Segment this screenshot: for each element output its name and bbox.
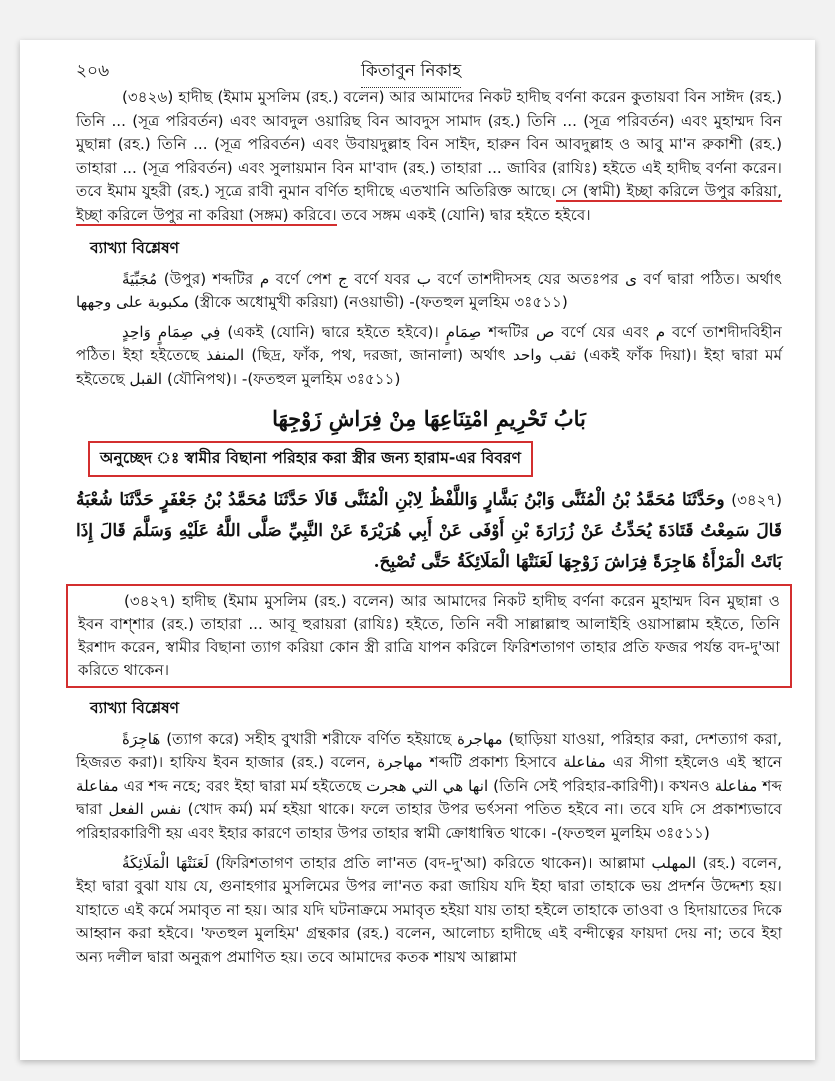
page-content bbox=[76, 56, 782, 969]
text-run: (ফিরিশতাগণ তাহার প্রতি লা'নত (বদ-দু'আ) করিতে থাকেন)। আল্লামা bbox=[208, 853, 652, 872]
arabic-word: صِمَامٍ bbox=[445, 322, 482, 341]
explanation-paragraph-4 bbox=[76, 852, 782, 970]
arabic-word: المهلب bbox=[651, 853, 697, 872]
hadith-3426-paragraph bbox=[76, 86, 782, 228]
hadith-text-tail: তবে সঙ্গম একই (যোনি) দ্বার হইতে হইবে। bbox=[336, 205, 591, 224]
text-run: (খোদ কর্ম) মর্ম হইয়া থাকে। ফলে তাহার উপর ভর্ৎসনা পতিত হইবে না। তবে যদি সে প্রকাশ্যভাবে পরিহারকারিণী হয় এবং ইহার কারণে তাহার উপর তাহার স্বামী ক্রোধান্বিত থাকে। -(ফতহুল মুলহিম ৩ঃ৫১১) bbox=[76, 800, 782, 842]
arabic-word: ثقب واحد bbox=[513, 346, 577, 365]
explanation-paragraph-2 bbox=[76, 321, 782, 392]
arabic-hadith-number: (৩৪২৭) bbox=[731, 490, 782, 509]
hadith-number: (৩৪২৭) bbox=[124, 591, 176, 610]
arabic-word: مهاجرة bbox=[377, 753, 423, 772]
explanation-heading-1: ব্যাখ্যা বিশ্লেষণ bbox=[90, 238, 179, 257]
explanation-heading-2: ব্যাখ্যা বিশ্লেষণ bbox=[90, 698, 179, 717]
text-run: (ছাড়িয়া যাওয়া, পরিহার করা, দেশত্যাগ করা, হিজরত করা)। হাফিয ইবন হাজার (রহ.) বলেন, bbox=[76, 729, 782, 772]
text-run: (একই ফাঁক দিয়া)। ইহা দ্বারা মর্ম হইতেছে bbox=[76, 346, 783, 388]
text-run: (স্ত্রীকে অধোমুখী করিয়া) (নওয়াভী) -(ফতহুল মুলহিম ৩ঃ৫১১) bbox=[189, 293, 568, 312]
text-run: শব্দটির ص বর্ণে যের এবং م বর্ণে তাশদীদবিহীন পঠিত। ইহা হইতেছে bbox=[76, 322, 782, 365]
hadith-text: হাদীছ (ইমাম মুসলিম (রহ.) বলেন) আর আমাদের নিকট হাদীছ বর্ণনা করেন মুহাম্মদ বিন মুছান্না ও ইবন বাশ্শার (রহ.) তাহারা ... আবূ হুরায়রা (রাযিঃ) হইতে, তিনি নবী সাল্লাল্লাহু আলাইহি ওয়াসাল্লাম হইতে, তিনি ইরশাদ করেন, স্বামীর বিছানা ত্যাগ করিয়া কোন স্ত্রী রাত্রি যাপন করিলে ফিরিশতাগণ তাহার প্রতি ফজর পর্যন্ত বদ-দু'আ করিতে থাকেন। bbox=[78, 591, 780, 679]
text-run: (ছিদ্র, ফাঁক, পথ, দরজা, জানালা) অর্থাৎ bbox=[244, 346, 514, 365]
arabic-word: فِي صِمَامٍ وَاحِدٍ bbox=[122, 322, 221, 341]
explanation-paragraph-1 bbox=[76, 268, 782, 315]
page-header bbox=[76, 56, 782, 86]
text-run: (উপুর) শব্দটির م বর্ণে পেশ ج বর্ণে যবর ب বর্ণে তাশদীদসহ যের অতঃপর ی বর্ণ দ্বারা পঠিত। অর্থাৎ bbox=[157, 269, 783, 288]
arabic-word: مهاجرة bbox=[457, 729, 503, 748]
arabic-word: هَاجِرَةً bbox=[122, 729, 161, 748]
page-number: ২০৬ bbox=[76, 61, 110, 81]
running-title: কিতাবুন নিকাহ bbox=[361, 58, 461, 88]
book-page bbox=[20, 40, 815, 1060]
text-run: (রহ.) বলেন, ইহা দ্বারা বুঝা যায় যে, গুনাহগার মুসলিমের উপর লা'নত করা জায়িয যদি ইহা দ্বারা তাহাকে ভয় প্রদর্শন উদ্দেশ্য হয়। যাহাতে এই কর্মে সমাবৃত না হয়। আর যদি ঘটনাক্রমে সমাবৃত হইয়া যায় তাহা হইলে তাহাকে তাওবা ও হিদায়াতের দিকে আহ্বান করা হইবে। 'ফতহুল মুলহিম' গ্রন্থকার (রহ.) বলেন, আলোচ্য হাদীছে এই বন্দীত্বের ফায়দা দেয় না; তবে ইহা অন্য দলীল দ্বারা অনুরূপ প্রমাণিত হয়। তবে আমাদের কতক শায়খ আল্লামা bbox=[76, 853, 782, 966]
text-run: (ত্যাগ করে) সহীহ বুখারী শরীফে বর্ণিত হইয়াছে bbox=[160, 729, 458, 748]
hadith-text: হাদীছ (ইমাম মুসলিম (রহ.) বলেন) আর আমাদের নিকট হাদীছ বর্ণনা করেন কুতায়বা বিন সাঈদ (রহ.) তিনি ... (সূত্র পরিবর্তন) এবং আবদুল ওয়ারিছ বিন আবদুস সামাদ (রহ.) তিনি ... (সূত্র পরিবর্তন) এবং মুহাম্মদ বিন মুছান্না (রহ.) তিনি ... (সূত্র পরিবর্তন) এবং উবায়দুল্লাহ বিন সাইদ, হারুন বিন আবদুল্লাহ ও আবু মা'ন রুকাশী (রহ.) তাহারা ... (সূত্র পরিবর্তন) এবং সুলায়মান বিন মা'বাদ (রহ.) তাহারা ... জাবির (রাযিঃ) হইতে এই হাদীছ বর্ণনা করেন। তবে ইমাম যুহরী (রহ.) সূত্রে রাবী নুমান বর্ণিত হাদীছে এতখানি অতিরিক্ত আছে। bbox=[76, 88, 782, 201]
text-run: এর সীগা হইলেও এই স্থানে bbox=[605, 753, 782, 772]
bab-heading-arabic: بَابُ تَحْرِيمِ امْتِنَاعِهَا مِنْ فِرَاشِ زَوْجِهَا bbox=[272, 405, 586, 431]
text-run: (একই (যোনি) দ্বারে হইতে হইবে)। bbox=[220, 322, 446, 341]
arabic-word: مفاعلة bbox=[76, 776, 119, 795]
explanation-paragraph-3 bbox=[76, 728, 782, 846]
arabic-word: المنفذ bbox=[206, 346, 245, 365]
text-run: শব্দটি প্রকাশ্য হিসাবে bbox=[422, 753, 564, 772]
arabic-word: لَعَنَتْهَا الْمَلَائِكَةُ bbox=[122, 853, 209, 872]
hadith-number: (৩৪২৬) bbox=[122, 88, 174, 106]
chapter-heading-box: অনুচ্ছেদ ঃ স্বামীর বিছানা পরিহার করা স্ত্রীর জন্য হারাম-এর বিবরণ bbox=[88, 441, 533, 477]
highlighted-sentence: সে (স্বামী) ইচ্ছা করিলে উপুর করিয়া, ইচ্ছা করিলে উপুর না করিয়া (সঙ্গম) করিবে। bbox=[76, 182, 783, 224]
arabic-hadith-body: وحَدَّثَنَا مُحَمَّدُ بْنُ الْمُثَنَّى وَابْنُ بَشَّارٍ وَاللَّفْظُ لِابْنِ الْمُثَنَّى قَالَا حَدَّثَنَا مُحَمَّدُ بْنُ جَعْفَرٍ حَدَّثَنَا شُعْبَةُ قَالَ سَمِعْتُ قَتَادَةَ يُحَدِّثُ عَنْ زُرَارَةَ بْنِ أَوْفَى عَنْ أَبِي هُرَيْرَةَ عَنْ النَّبِيِّ صَلَّى اللَّهُ عَلَيْهِ وَسَلَّمَ قَالَ إِذَا بَاتَتْ الْمَرْأَةُ هَاجِرَةً فِرَاشَ زَوْجِهَا لَعَنَتْهَا الْمَلَائِكَةُ حَتَّى تُصْبِحَ. bbox=[76, 489, 782, 572]
arabic-word: مكبوبة على وجهها bbox=[76, 293, 190, 312]
text-run: এর শব্দ নহে; বরং ইহা দ্বারা মর্ম হইতেছে bbox=[118, 776, 367, 795]
arabic-word: مفاعلة bbox=[714, 776, 758, 795]
highlighted-hadith-box bbox=[66, 584, 792, 688]
arabic-hadith-text bbox=[76, 485, 782, 578]
arabic-word: القبل bbox=[129, 369, 163, 388]
arabic-word: مفاعلة bbox=[563, 753, 606, 772]
arabic-word: انها هي التي هجرت bbox=[366, 776, 489, 795]
text-run: (যৌনিপথ)। -(ফতহুল মুলহিম ৩ঃ৫১১) bbox=[162, 369, 401, 388]
arabic-word: مُجَبِّيَةً bbox=[122, 269, 158, 288]
text-run: (তিনি সেই পরিহার-কারিণী)। কখনও bbox=[488, 776, 715, 795]
text-run: শব্দ দ্বারা bbox=[76, 776, 782, 819]
arabic-word: نفس الفعل bbox=[108, 800, 182, 819]
hadith-3427-paragraph bbox=[78, 590, 780, 682]
